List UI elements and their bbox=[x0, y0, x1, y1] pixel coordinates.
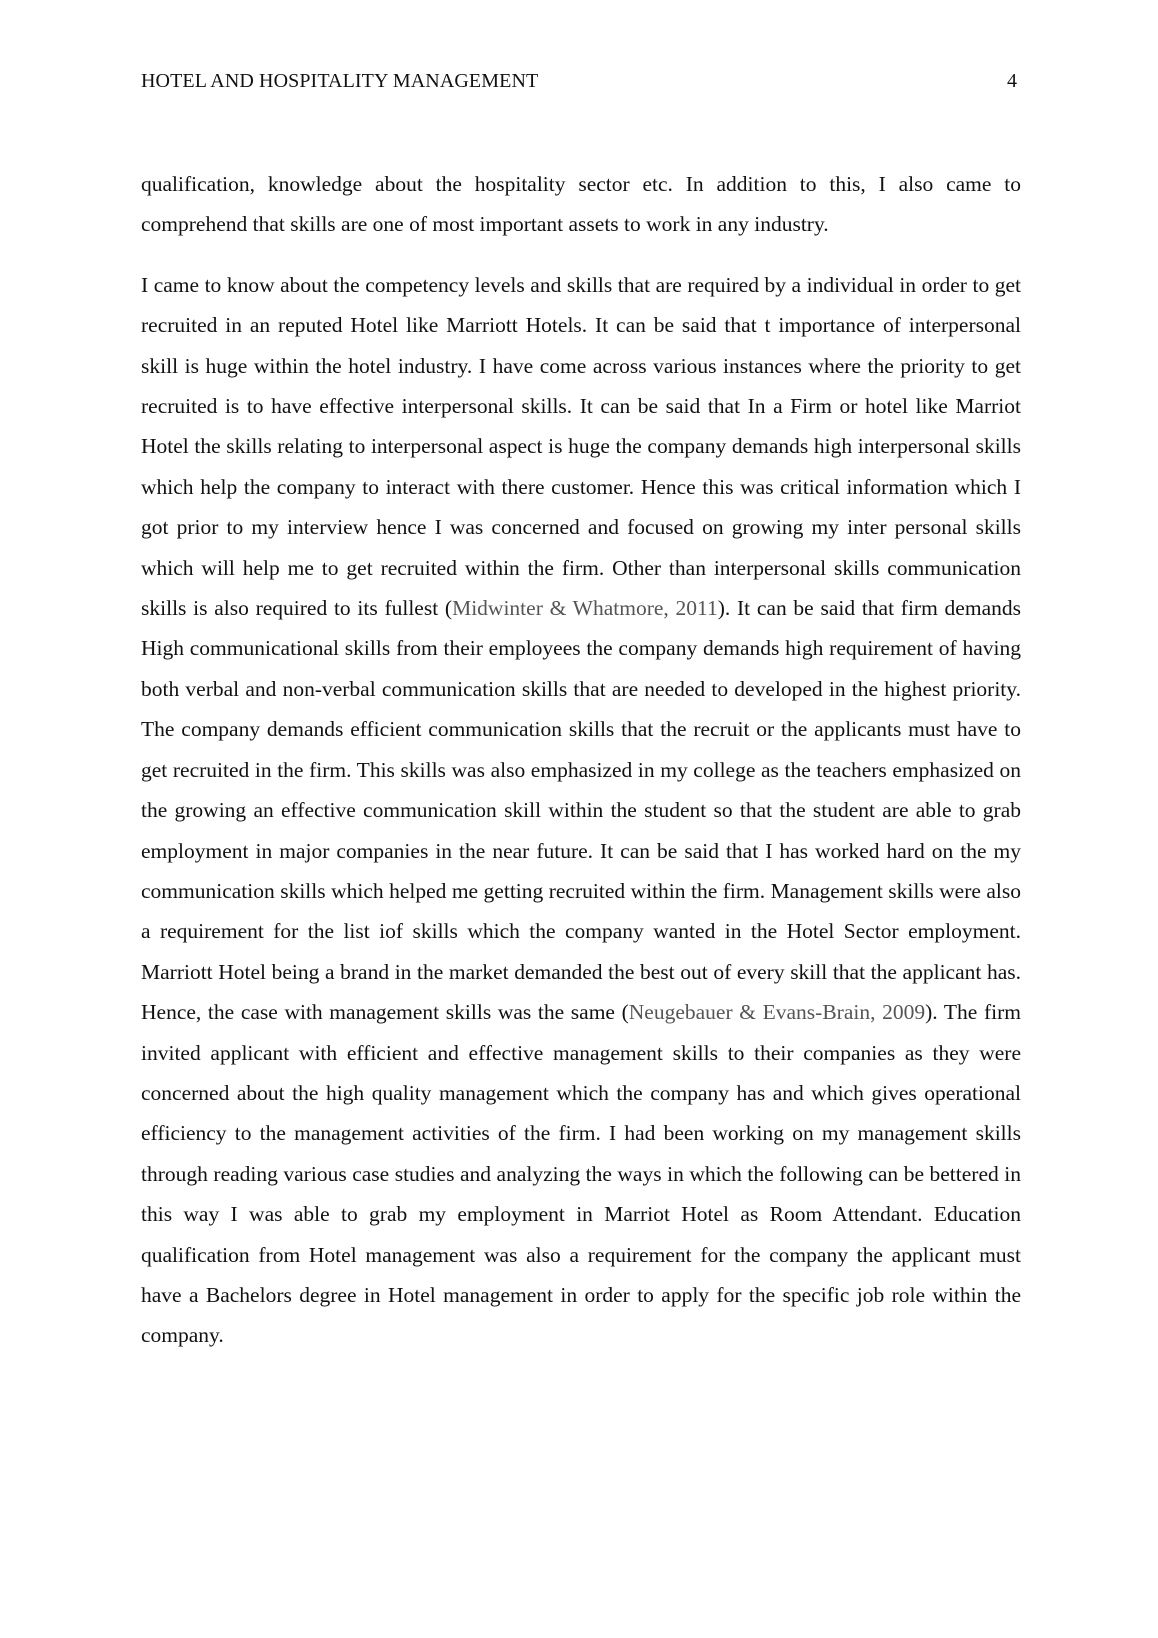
paragraph-1: qualification, knowledge about the hospitality sector etc. In addition to this, I also came to comprehend that skills are one of most important assets to work in any industry. bbox=[141, 172, 1021, 237]
citation-neugebauer-evans-brain: Neugebauer & Evans-Brain, 2009 bbox=[628, 1000, 926, 1025]
paragraph-2 bbox=[141, 265, 1021, 1356]
citation-midwinter-whatmore: Midwinter & Whatmore, 2011 bbox=[452, 596, 718, 621]
page-number: 4 bbox=[1007, 70, 1017, 92]
paragraph-2-text-b: ). It can be said that firm demands High communicational skills from their employees the company demands high requirement of having both verbal and non-verbal communication skills that are needed to developed in the highest priority. The company demands efficient communication skills that the recruit or the applicants must have to get recruited in the firm. This skills was also emphasized in my college as the teachers emphasized on the growing an effective communication skill within the student so that the student are able to grab employment in major companies in the near future. It can be said that I has worked hard on the my communication skills which helped me getting recruited within the firm. Management skills were also a requirement for the list iof skills which the company wanted in the Hotel Sector employment. Marriott Hotel being a brand in the market demanded the best out of every skill that the applicant has. Hence, the case with management skills was the same ( bbox=[141, 596, 1021, 1025]
header-title: HOTEL AND HOSPITALITY MANAGEMENT bbox=[141, 70, 539, 92]
running-header bbox=[141, 66, 1017, 96]
document-body bbox=[141, 164, 1021, 1376]
paragraph-2-text-a: I came to know about the competency levels and skills that are required by a individual in order to get recruited in an reputed Hotel like Marriott Hotels. It can be said that t importance of interpersonal skill is huge within the hotel industry. I have come across various instances where the priority to get recruited is to have effective interpersonal skills. It can be said that In a Firm or hotel like Marriot Hotel the skills relating to interpersonal aspect is huge the company demands high interpersonal skills which help the company to interact with there customer. Hence this was critical information which I got prior to my interview hence I was concerned and focused on growing my inter personal skills which will help me to get recruited within the firm. Other than interpersonal skills communication skills is also required to its fullest ( bbox=[141, 272, 1021, 621]
paragraph-2-text-c: ). The firm invited applicant with efficient and effective management skills to their companies as they were concerned about the high quality management which the company has and which gives operational efficiency to the management activities of the firm. I had been working on my management skills through reading various case studies and analyzing the ways in which the following can be bettered in this way I was able to grab my employment in Marriot Hotel as Room Attendant. Education qualification from Hotel management was also a requirement for the company the applicant must have a Bachelors degree in Hotel management in order to apply for the specific job role within the company. bbox=[141, 1000, 1021, 1348]
